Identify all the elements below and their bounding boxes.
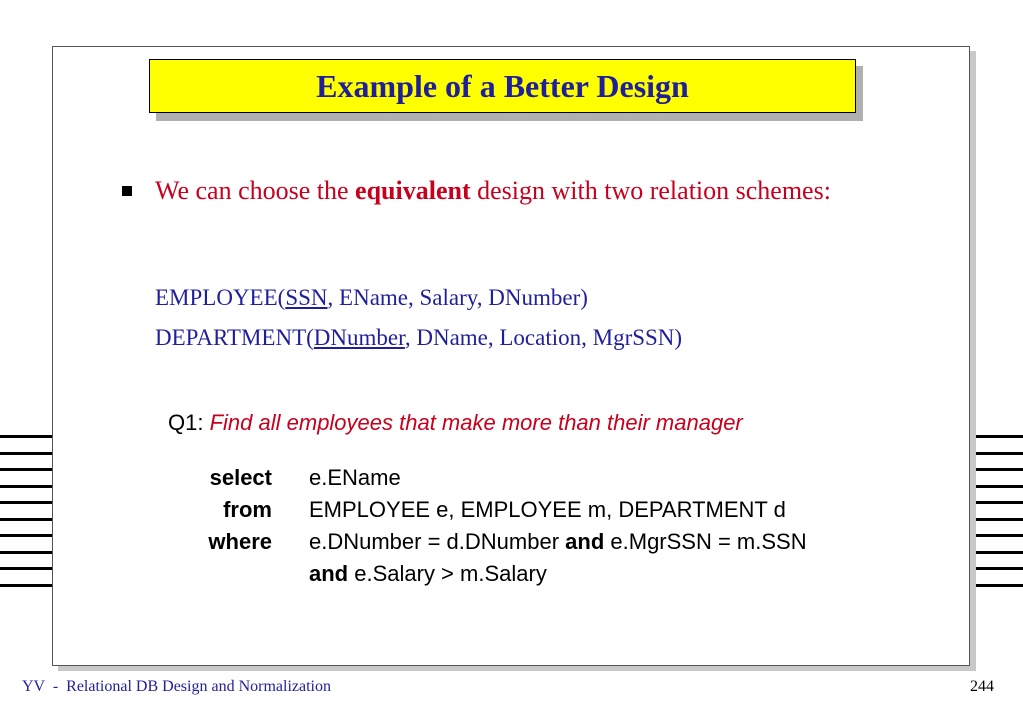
bullet-text-pre: We can choose the bbox=[155, 176, 356, 205]
from-keyword: from bbox=[223, 497, 272, 522]
where-value bbox=[309, 529, 807, 555]
bullet-text-bold: equivalent bbox=[355, 176, 471, 205]
footer-course-title: YV - Relational DB Design and Normalization bbox=[22, 678, 331, 695]
slide-title: Example of a Better Design bbox=[316, 67, 689, 104]
department-key: DNumber bbox=[313, 325, 405, 350]
query-label: Q1: bbox=[168, 410, 204, 435]
where-condition-2: e.MgrSSN = m.SSN bbox=[604, 529, 807, 554]
select-value: e.EName bbox=[309, 465, 401, 490]
and-keyword: and bbox=[565, 529, 605, 554]
bullet-text bbox=[155, 172, 885, 209]
query-heading bbox=[168, 410, 743, 436]
where-condition-1: e.DNumber = d.DNumber bbox=[309, 529, 566, 554]
select-keyword: select bbox=[209, 465, 272, 490]
where-condition-3: e.Salary > m.Salary bbox=[348, 561, 547, 586]
employee-scheme-name: EMPLOYEE( bbox=[155, 285, 286, 310]
left-stripe-decoration bbox=[0, 435, 60, 600]
department-scheme bbox=[155, 325, 682, 351]
bullet-square-icon bbox=[122, 186, 132, 196]
employee-scheme bbox=[155, 285, 588, 311]
where-value-continued bbox=[309, 561, 547, 587]
bullet-text-post: design with two relation schemes: bbox=[470, 176, 831, 205]
employee-key: SSN bbox=[285, 285, 328, 310]
employee-attributes: , EName, Salary, DNumber) bbox=[327, 285, 588, 310]
from-value: EMPLOYEE e, EMPLOYEE m, DEPARTMENT d bbox=[309, 497, 786, 522]
title-box bbox=[149, 59, 856, 113]
and-keyword-2: and bbox=[309, 561, 349, 586]
query-description: Find all employees that make more than their manager bbox=[209, 410, 743, 435]
page-number: 244 bbox=[970, 678, 994, 695]
department-attributes: , DName, Location, MgrSSN) bbox=[404, 325, 683, 350]
where-keyword: where bbox=[208, 529, 272, 554]
department-scheme-name: DEPARTMENT( bbox=[155, 325, 314, 350]
